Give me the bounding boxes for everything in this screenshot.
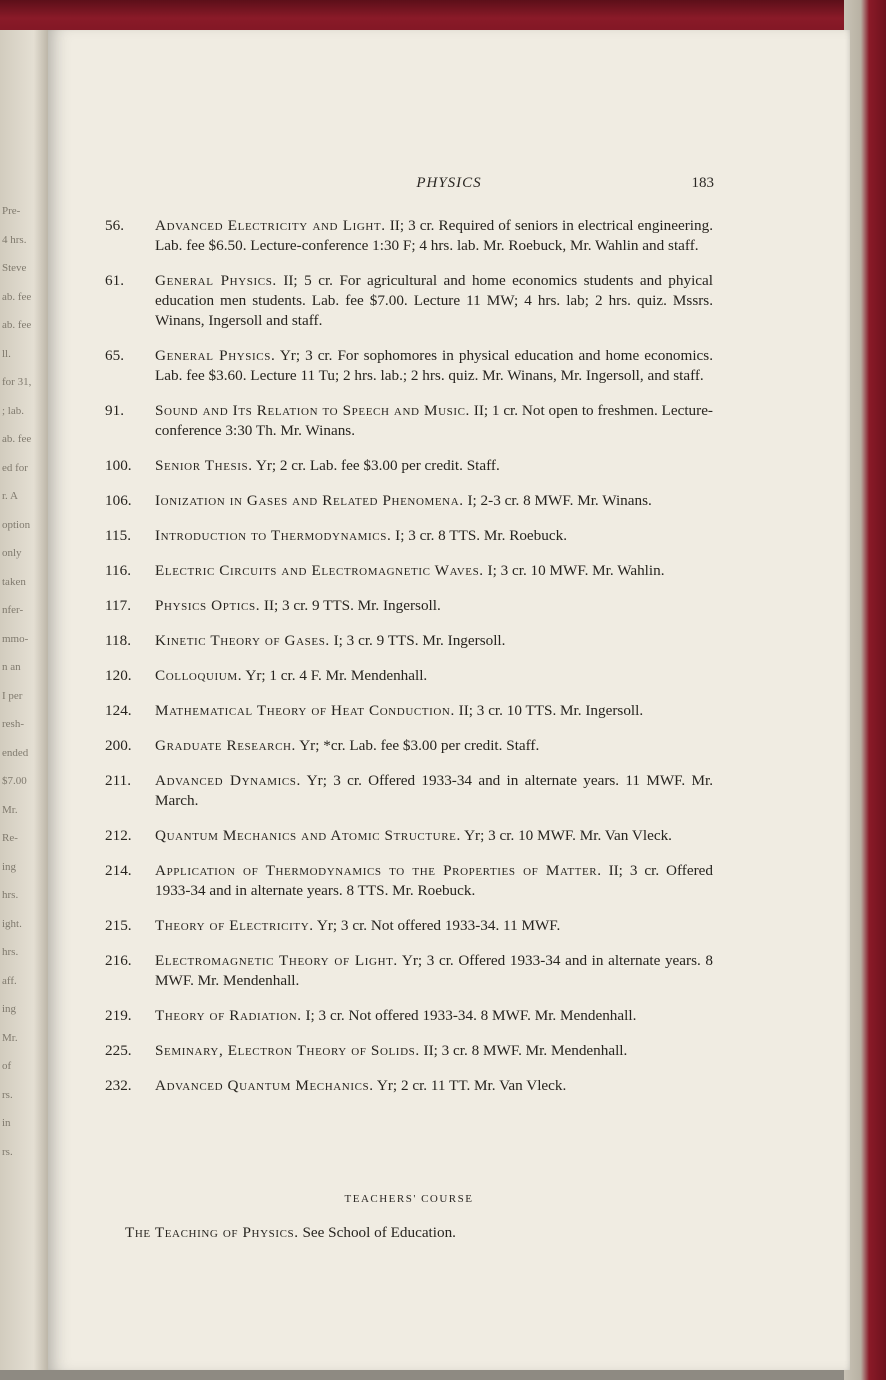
course-entry — [105, 561, 713, 581]
previous-page-text-fragment: option — [2, 518, 31, 531]
previous-page-text-fragment: only — [2, 547, 22, 559]
course-details: I; 3 cr. 8 TTS. Mr. Roebuck. — [395, 527, 567, 544]
course-details: I; 2-3 cr. 8 MWF. Mr. Winans. — [467, 492, 652, 509]
previous-page-text-fragment: ended — [2, 746, 29, 759]
course-number: 215. — [105, 917, 132, 934]
course-title: Advanced Quantum Mechanics. — [155, 1077, 374, 1094]
previous-page-text-fragment: ll. — [2, 347, 11, 360]
course-details: Yr; 2 cr. 11 TT. Mr. Van Vleck. — [376, 1077, 567, 1094]
previous-page-text-fragment: n an — [2, 661, 21, 673]
course-number: 225. — [105, 1042, 132, 1059]
course-entry — [105, 861, 713, 901]
previous-page-text-fragment: ed for — [2, 461, 28, 474]
teachers-course-heading: TEACHERS' COURSE — [344, 1193, 474, 1205]
page-title: PHYSICS — [416, 175, 482, 191]
course-details: Yr; 1 cr. 4 F. Mr. Mendenhall. — [245, 667, 428, 684]
course-title: Sound and Its Relation to Speech and Music. — [155, 402, 470, 419]
course-number: 214. — [105, 862, 132, 879]
course-number: 211. — [105, 772, 132, 789]
running-header — [48, 175, 850, 199]
previous-page-text-fragment: hrs. — [2, 889, 19, 901]
course-number: 115. — [105, 527, 132, 544]
previous-page-text-fragment: nfer- — [2, 604, 24, 616]
course-title: Theory of Radiation. — [155, 1007, 302, 1024]
previous-page-text-fragment: hrs. — [2, 946, 19, 958]
previous-page-text-fragment: rs. — [2, 1145, 13, 1158]
course-details: Yr; 3 cr. 10 MWF. Mr. Van Vleck. — [464, 827, 672, 844]
course-entry — [105, 491, 713, 511]
course-number: 61. — [105, 272, 124, 289]
previous-page-text-fragment: ight. — [2, 917, 22, 930]
course-number: 124. — [105, 702, 132, 719]
course-entry — [105, 271, 713, 331]
previous-page-text-fragment: in — [2, 1117, 11, 1129]
course-title: Kinetic Theory of Gases. — [155, 632, 330, 649]
previous-page-text-fragment: taken — [2, 575, 26, 588]
course-list — [105, 216, 713, 1111]
previous-page-text-fragment: ab. fee — [2, 433, 32, 445]
course-title: Graduate Research. — [155, 737, 296, 754]
course-number: 232. — [105, 1077, 132, 1094]
course-details: I; 3 cr. Not offered 1933-34. 8 MWF. Mr. Mendenhall. — [305, 1007, 637, 1024]
course-details: II; 3 cr. 9 TTS. Mr. Ingersoll. — [263, 597, 441, 614]
course-details: II; 3 cr. Required of seniors in electrical engineering. Lab. fee $6.50. Lecture-conference 1:30 F; 4 hrs. lab. Mr. Roebuck, Mr. Wahlin and staff. — [155, 217, 713, 254]
previous-page-text-fragment: ing — [2, 860, 17, 873]
course-number: 120. — [105, 667, 132, 684]
course-details: Yr; 3 cr. Offered 1933-34 and in alternate years. 8 MWF. Mr. Mendenhall. — [155, 952, 714, 989]
previous-page-text-fragment: Mr. — [2, 803, 18, 816]
previous-page-edge — [0, 30, 48, 1370]
course-entry — [105, 526, 713, 546]
course-details: Yr; 3 cr. Offered 1933-34 and in alternate years. 11 MWF. Mr. March. — [155, 772, 713, 809]
course-title: Ionization in Gases and Related Phenomena. — [155, 492, 464, 509]
course-title: Application of Thermodynamics to the Properties of Matter. — [155, 862, 602, 879]
previous-page-text-fragment: I per — [2, 689, 23, 702]
course-entry — [105, 666, 713, 686]
course-entry — [105, 216, 713, 256]
course-entry — [105, 771, 713, 811]
previous-page-text-fragment: ab. fee — [2, 290, 32, 303]
previous-page-text-fragment: resh- — [2, 718, 24, 730]
course-title: Physics Optics. — [155, 597, 261, 614]
book-page — [48, 30, 850, 1370]
course-details: Yr; 3 cr. For sophomores in physical education and home economics. Lab. fee $3.60. Lecture 11 Tu; 2 hrs. lab.; 2 hrs. quiz. Mr. Winans, Mr. Ingersoll, and staff. — [155, 347, 713, 384]
course-details: II; 3 cr. 10 TTS. Mr. Ingersoll. — [458, 702, 644, 719]
course-entry — [105, 596, 713, 616]
course-title: Electromagnetic Theory of Light. — [155, 952, 398, 969]
course-details: Yr; *cr. Lab. fee $3.00 per credit. Staff. — [299, 737, 540, 754]
course-details: II; 3 cr. 8 MWF. Mr. Mendenhall. — [423, 1042, 628, 1059]
previous-page-text-fragment: Re- — [2, 832, 18, 844]
course-number: 106. — [105, 492, 132, 509]
course-title: General Physics. — [155, 347, 276, 364]
course-title: Theory of Electricity. — [155, 917, 314, 934]
course-title: Mathematical Theory of Heat Conduction. — [155, 702, 455, 719]
course-number: 91. — [105, 402, 124, 419]
course-entry — [105, 736, 713, 756]
book-cover-right-edge — [844, 0, 886, 1380]
course-entry — [105, 701, 713, 721]
course-entry — [105, 951, 713, 991]
previous-page-text-fragment: for 31, — [2, 376, 32, 388]
previous-page-text-fragment: ab. fee — [2, 319, 32, 331]
course-details: II; 3 cr. Offered 1933-34 and in alternate years. 8 TTS. Mr. Roebuck. — [155, 862, 713, 899]
course-details: I; 3 cr. 10 MWF. Mr. Wahlin. — [487, 562, 665, 579]
previous-page-text-fragment: of — [2, 1060, 12, 1072]
teachers-course-entry — [125, 1224, 725, 1242]
course-title: Electric Circuits and Electromagnetic Waves. — [155, 562, 484, 579]
course-number: 212. — [105, 827, 132, 844]
course-details: II; 1 cr. Not open to freshmen. Lecture-conference 3:30 Th. Mr. Winans. — [155, 402, 713, 439]
course-details: II; 5 cr. For agricultural and home economics students and phyical education men students. Lab. fee $7.00. Lecture 11 MW; 4 hrs. lab; 2 hrs. quiz. Mssrs. Winans, Ingersoll and staff. — [155, 272, 714, 329]
course-number: 216. — [105, 952, 132, 969]
course-title: Quantum Mechanics and Atomic Structure. — [155, 827, 461, 844]
course-entry — [105, 401, 713, 441]
course-title: Senior Thesis. — [155, 457, 253, 474]
course-details: Yr; 3 cr. Not offered 1933-34. 11 MWF. — [316, 917, 561, 934]
course-entry — [105, 1076, 713, 1096]
previous-page-text-fragment: r. A — [2, 490, 18, 502]
previous-page-text-fragment: 4 hrs. — [2, 233, 27, 246]
course-title: Introduction to Thermodynamics. — [155, 527, 392, 544]
course-number: 219. — [105, 1007, 132, 1024]
course-details: Yr; 2 cr. Lab. fee $3.00 per credit. Staff. — [255, 457, 500, 474]
course-number: 118. — [105, 632, 132, 649]
page-number: 183 — [691, 175, 714, 191]
previous-page-text-fragment: Steve — [2, 262, 27, 274]
course-title: Colloquium. — [155, 667, 243, 684]
previous-page-text-fragment: mmo- — [2, 632, 29, 645]
course-number: 200. — [105, 737, 132, 754]
course-title: Advanced Dynamics. — [155, 772, 301, 789]
course-number: 116. — [105, 562, 132, 579]
course-entry — [105, 1041, 713, 1061]
course-entry — [105, 456, 713, 476]
teachers-course-title: The Teaching of Physics. — [125, 1224, 299, 1241]
previous-page-text-fragment: aff. — [2, 974, 17, 987]
course-number: 56. — [105, 217, 124, 234]
course-title: General Physics. — [155, 272, 277, 289]
course-number: 100. — [105, 457, 132, 474]
course-details: I; 3 cr. 9 TTS. Mr. Ingersoll. — [333, 632, 506, 649]
previous-page-text-fragment: Mr. — [2, 1031, 18, 1044]
course-entry — [105, 631, 713, 651]
course-entry — [105, 1006, 713, 1026]
course-title: Seminary, Electron Theory of Solids. — [155, 1042, 420, 1059]
course-number: 117. — [105, 597, 132, 614]
teachers-course-details: See School of Education. — [302, 1224, 456, 1241]
course-number: 65. — [105, 347, 124, 364]
previous-page-text-fragment: ; lab. — [2, 404, 24, 417]
previous-page-text-fragment: ing — [2, 1003, 17, 1015]
previous-page-text-fragment: rs. — [2, 1088, 13, 1101]
course-entry — [105, 826, 713, 846]
course-entry — [105, 916, 713, 936]
course-entry — [105, 346, 713, 386]
previous-page-text-fragment: Pre- — [2, 205, 21, 217]
previous-page-text-fragment: $7.00 — [2, 775, 27, 787]
course-title: Advanced Electricity and Light. — [155, 217, 386, 234]
